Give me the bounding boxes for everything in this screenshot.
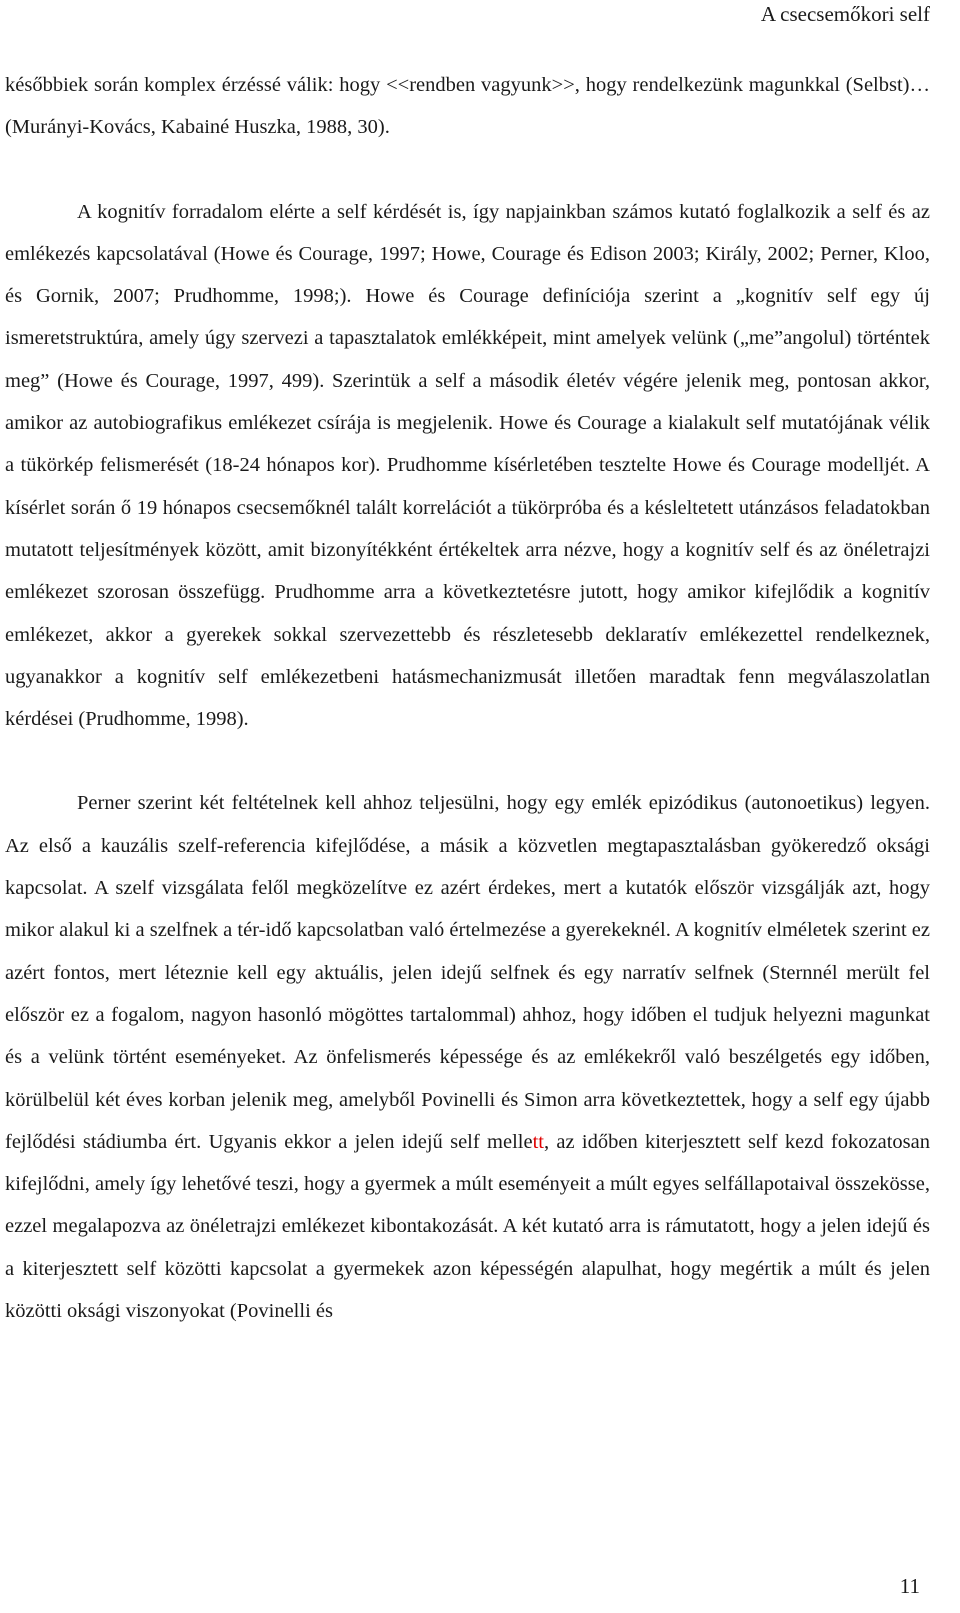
document-body	[5, 64, 930, 1332]
page-number: 11	[899, 1574, 920, 1598]
running-header: A csecsemőkori self	[760, 2, 930, 26]
highlighted-text: tt	[532, 1130, 544, 1153]
paragraph-perner	[5, 782, 930, 1332]
paragraph-text: Perner szerint két feltételnek kell ahhoz teljesülni, hogy egy emlék epizódikus (autonoetikus) legyen. Az első a kauzális szelf-referencia kifejlődése, a másik a közvetlen megtapasztalásban gyökeredző oksági kapcsolat. A szelf vizsgálata felől megközelítve ez azért érdekes, mert a kutatók először vizsgálják azt, hogy mikor alakul ki a szelfnek a tér-idő kapcsolatban való értelmezése a gyerekeknél. A kognitív elméletek szerint ez azért fontos, mert léteznie kell egy aktuális, jelen idejű selfnek és egy narratív selfnek (Sternnél merült fel először ez a fogalom, nagyon hasonló mögöttes tartalommal) ahhoz, hogy időben el tudjuk helyezni magunkat és a velünk történt eseményeket. Az önfelismerés képessége és az emlékekről való beszélgetés egy időben, körülbelül két éves korban jelenik meg, amelyből Povinelli és Simon arra következtettek, hogy a self egy újabb fejlődési stádiumba ért. Ugyanis ekkor a jelen idejű self melle	[5, 792, 930, 1153]
paragraph-cognitive-self: A kognitív forradalom elérte a self kérdését is, így napjainkban számos kutató foglalkozik a self és az emlékezés kapcsolatával (Howe és Courage, 1997; Howe, Courage és Edison 2003; Király, 2002; Perner, Kloo, és Gornik, 2007; Prudhomme, 1998;). Howe és Courage definíciója szerint a „kognitív self egy új ismeretstruktúra, amely úgy szervezi a tapasztalatok emlékképeit, mint amelyek velünk („me”angolul) történtek meg” (Howe és Courage, 1997, 499). Szerintük a self a második életév végére jelenik meg, pontosan akkor, amikor az autobiografikus emlékezet csírája is megjelenik. Howe és Courage a kialakult self mutatójának vélik a tükörkép felismerését (18-24 hónapos kor). Prudhomme kísérletében tesztelte Howe és Courage modelljét. A kísérlet során ő 19 hónapos csecsemőknél talált korrelációt a tükörpróba és a késleltetett utánzásos feladatokban mutatott teljesítmények között, amit bizonyítékként értékeltek arra nézve, hogy a kognitív self és az önéletrajzi emlékezet szorosan összefügg. Prudhomme arra a következtetésre jutott, hogy amikor kifejlődik a kognitív emlékezet, akkor a gyerekek sokkal szervezettebb és részletesebb deklaratív emlékezettel rendelkeznek, ugyanakkor a kognitív self emlékezetbeni hatásmechanizmusát illetően maradtak fenn megválaszolatlan kérdései (Prudhomme, 1998).	[5, 200, 930, 731]
paragraph-continuation: későbbiek során komplex érzéssé válik: hogy <<rendben vagyunk>>, hogy rendelkezünk magunkkal (Selbst)… (Murányi-Kovács, Kabainé Huszka, 1988, 30).	[5, 74, 930, 139]
paragraph-text: , az időben kiterjesztett self kezd fokozatosan kifejlődni, amely így lehetővé teszi, hogy a gyermek a múlt eseményeit a múlt egyes selfállapotaival összekösse, ezzel megalapozva az önéletrajzi emlékezet kibontakozását. A két kutató arra is rámutatott, hogy a jelen idejű és a kiterjesztett self közötti kapcsolat a gyermekek azon képességén alapulhat, hogy megértik a múlt és jelen közötti oksági viszonyokat (Povinelli és	[5, 1130, 930, 1323]
